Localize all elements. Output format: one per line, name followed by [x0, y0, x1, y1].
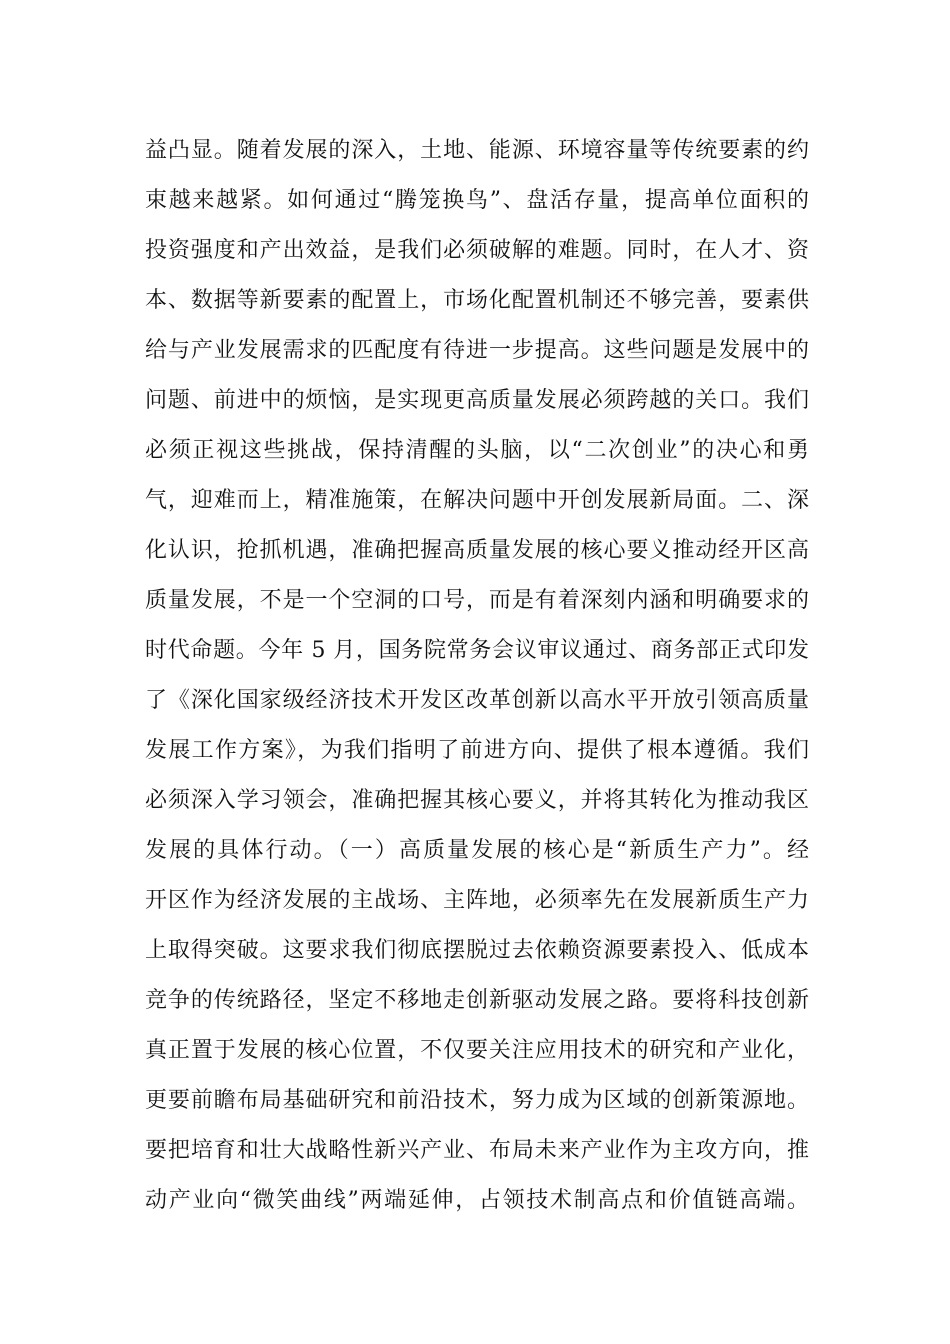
- text-line-5: 给与产业发展需求的匹配度有待进一步提高。这些问题是发展中的: [145, 338, 809, 363]
- text-line-12: 了《深化国家级经济技术开发区改革创新以高水平开放引领高质量: [145, 688, 809, 713]
- text-line-15: 发展的具体行动。（一）高质量发展的核心是“新质生产力”。经: [145, 838, 809, 863]
- text-line-18: 竞争的传统路径，坚定不移地走创新驱动发展之路。要将科技创新: [145, 988, 809, 1013]
- text-line-8: 气，迎难而上，精准施策，在解决问题中开创发展新局面。二、深: [145, 488, 809, 513]
- text-line-20: 更要前瞻布局基础研究和前沿技术，努力成为区域的创新策源地。: [145, 1088, 809, 1113]
- text-line-1: 益凸显。随着发展的深入，土地、能源、环境容量等传统要素的约: [145, 138, 809, 163]
- text-line-19: 真正置于发展的核心位置，不仅要关注应用技术的研究和产业化，: [145, 1038, 809, 1063]
- text-line-16: 开区作为经济发展的主战场、主阵地，必须率先在发展新质生产力: [145, 888, 809, 913]
- text-line-11: 时代命题。今年 5 月，国务院常务会议审议通过、商务部正式印发: [145, 638, 809, 663]
- text-line-7: 必须正视这些挑战，保持清醒的头脑，以“二次创业”的决心和勇: [145, 438, 809, 463]
- text-line-9: 化认识，抢抓机遇，准确把握高质量发展的核心要义推动经开区高: [145, 538, 809, 563]
- text-line-22: 动产业向“微笑曲线”两端延伸，占领技术制高点和价值链高端。: [145, 1188, 809, 1213]
- text-line-2: 束越来越紧。如何通过“腾笼换鸟”、盘活存量，提高单位面积的: [145, 188, 809, 213]
- text-line-13: 发展工作方案》，为我们指明了前进方向、提供了根本遵循。我们: [145, 738, 809, 763]
- text-line-14: 必须深入学习领会，准确把握其核心要义，并将其转化为推动我区: [145, 788, 809, 813]
- text-line-4: 本、数据等新要素的配置上，市场化配置机制还不够完善，要素供: [145, 288, 809, 313]
- text-line-10: 质量发展，不是一个空洞的口号，而是有着深刻内涵和明确要求的: [145, 588, 809, 613]
- text-line-17: 上取得突破。这要求我们彻底摆脱过去依赖资源要素投入、低成本: [145, 938, 809, 963]
- text-line-21: 要把培育和壮大战略性新兴产业、布局未来产业作为主攻方向，推: [145, 1138, 809, 1163]
- text-line-6: 问题、前进中的烦恼，是实现更高质量发展必须跨越的关口。我们: [145, 388, 809, 413]
- body-paragraph: [145, 126, 809, 1226]
- text-line-3: 投资强度和产出效益，是我们必须破解的难题。同时，在人才、资: [145, 238, 809, 263]
